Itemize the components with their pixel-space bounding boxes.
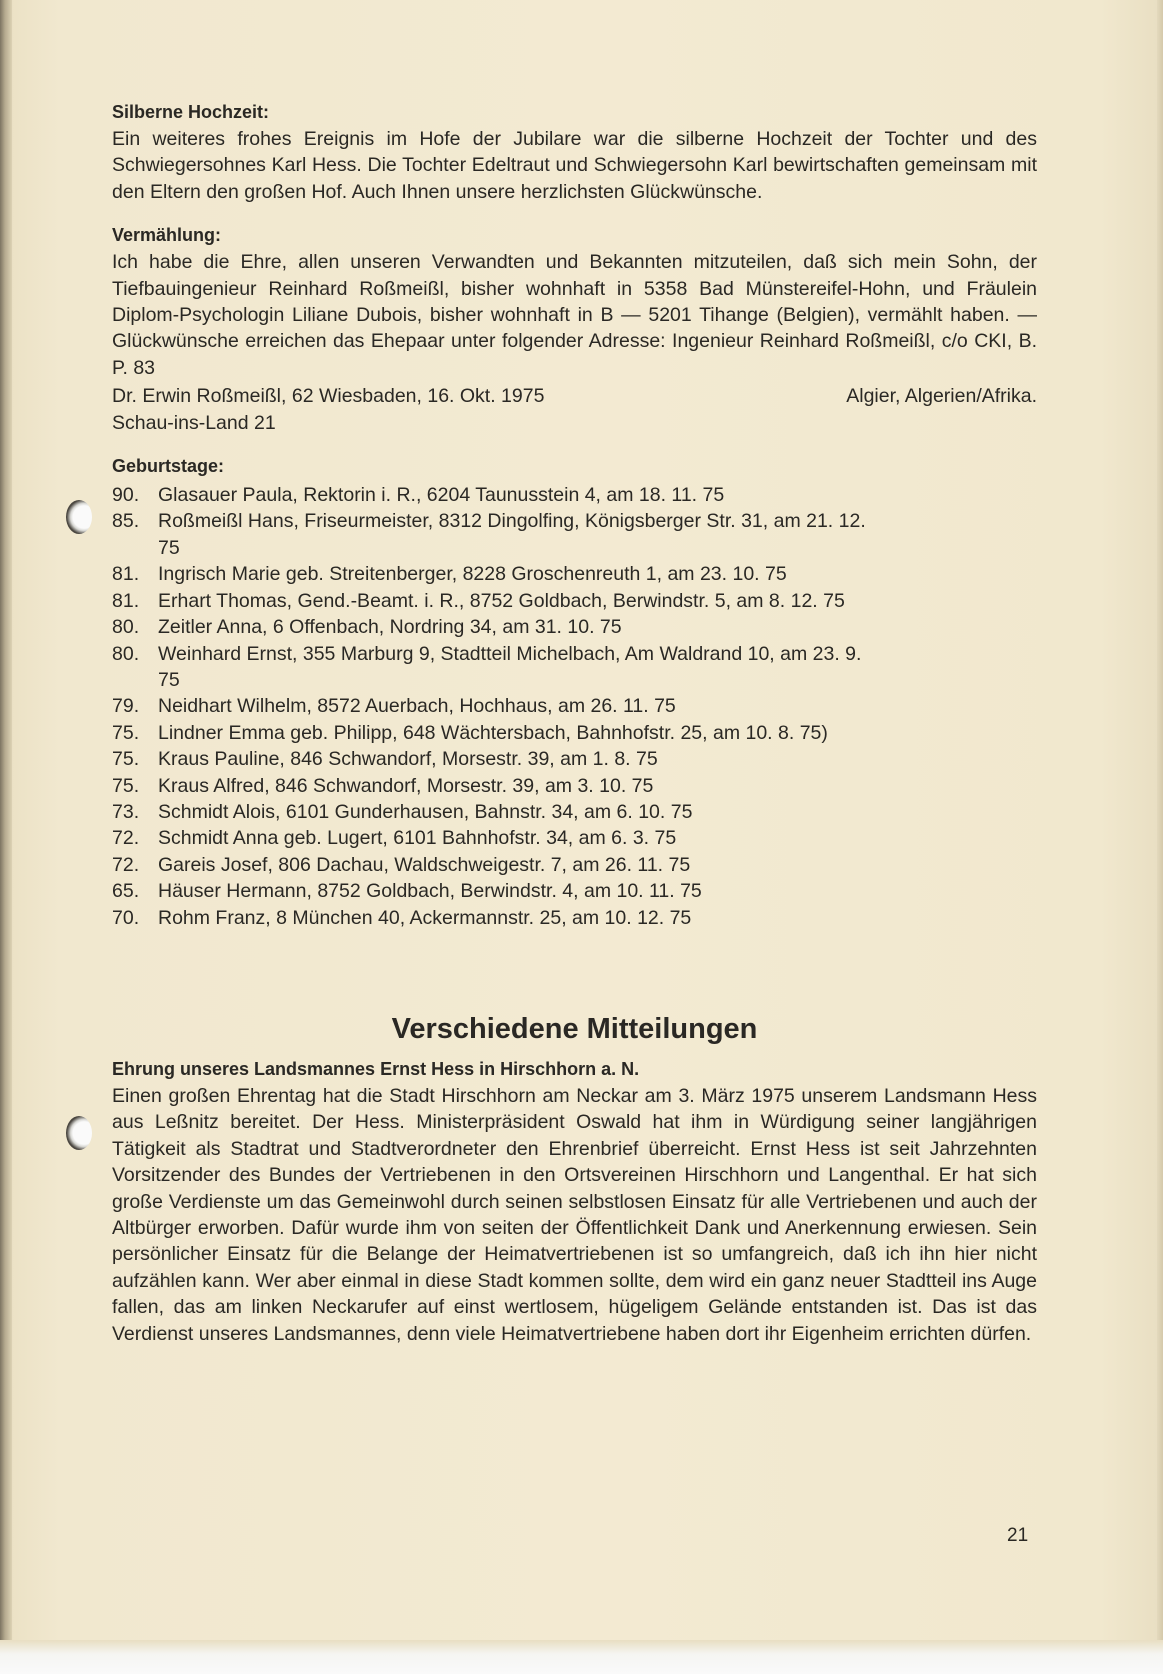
heading-vermaehlung: Vermählung:: [112, 225, 222, 246]
list-item: [112, 799, 1037, 825]
birthday-age: 81.: [112, 589, 140, 612]
list-item: [112, 614, 1037, 640]
section-silberne-hochzeit: [112, 100, 1037, 205]
paragraph-silberne-hochzeit: Ein weiteres frohes Ereignis im Hofe der Jubilare war die silberne Hochzeit der Tochter und des Schwiegersohnes Karl Hess. Die Tochter Edeltraut und Schwiegersohn Karl bewirtschaften gemeinsam mit den Eltern den großen Hof. Auch Ihnen unsere herzlichsten Glückwünsche.: [112, 128, 1037, 203]
paragraph-vermaehlung: Ich habe die Ehre, allen unseren Verwandten und Bekannten mitzuteilen, daß sich mein Sohn, der Tiefbauingenieur Reinhard Roßmeißl, bisher wohnhaft in 5358 Bad Münstereifel-Hohn, und Fräulein Diplom-Psychologin Liliane Dubois, bisher wohnhaft in B — 5201 Tihange (Belgien), vermählt haben. — Glückwünsche erreichen das Ehepaar unter folgender Adresse: Ingenieur Reinhard Roßmeißl, c/o CKI, B. P. 83: [112, 251, 1037, 379]
list-item: [112, 852, 1037, 878]
birthday-entry: Schmidt Alois, 6101 Gunderhausen, Bahnstr. 34, am 6. 10. 75: [158, 800, 693, 823]
signature-sender: Dr. Erwin Roßmeißl, 62 Wiesbaden, 16. Okt. 1975: [112, 385, 545, 408]
birthday-entry: Häuser Hermann, 8752 Goldbach, Berwindstr. 4, am 10. 11. 75: [158, 880, 702, 903]
birthday-age: 75.: [112, 721, 140, 744]
list-item: [112, 561, 1037, 587]
birthday-age: 65.: [112, 880, 140, 903]
page-right-edge: [1157, 0, 1163, 1674]
list-item: [112, 508, 1037, 561]
list-item: [112, 825, 1037, 851]
punch-hole-upper: [66, 500, 92, 534]
list-item: [112, 720, 1037, 746]
birthday-entry: Weinhard Ernst, 355 Marburg 9, Stadtteil Michelbach, Am Waldrand 10, am 23. 9. 75: [158, 642, 862, 691]
birthday-age: 85.: [112, 510, 140, 533]
birthday-age: 70.: [112, 906, 140, 929]
list-item: [112, 693, 1037, 719]
birthday-age: 73.: [112, 800, 140, 823]
binding-edge: [0, 0, 12, 1674]
signature-line: [112, 383, 1037, 409]
birthday-entry: Zeitler Anna, 6 Offenbach, Nordring 34, am 31. 10. 75: [158, 616, 622, 639]
birthday-age: 75.: [112, 774, 140, 797]
list-item: [112, 482, 1037, 508]
scan-bottom-margin: [0, 1640, 1163, 1674]
heading-silberne-hochzeit: Silberne Hochzeit:: [112, 102, 270, 122]
section-geburtstage: [112, 454, 1037, 931]
birthday-entry: Neidhart Wilhelm, 8572 Auerbach, Hochhaus, am 26. 11. 75: [158, 695, 676, 718]
section-vermaehlung: [112, 223, 1037, 436]
birthday-entry: Glasauer Paula, Rektorin i. R., 6204 Taunusstein 4, am 18. 11. 75: [158, 484, 725, 507]
birthday-age: 72.: [112, 827, 140, 850]
list-item: [112, 905, 1037, 931]
birthday-age: 81.: [112, 563, 140, 586]
punch-hole-lower: [66, 1116, 92, 1150]
birthday-entry: Schmidt Anna geb. Lugert, 6101 Bahnhofstr. 34, am 6. 3. 75: [158, 827, 677, 850]
signature-street: Schau-ins-Land 21: [112, 411, 276, 434]
list-item: [112, 773, 1037, 799]
section-title-mitteilungen: Verschiedene Mitteilungen: [391, 1012, 758, 1045]
birthday-entry: Gareis Josef, 806 Dachau, Waldschweigestr. 7, am 26. 11. 75: [158, 853, 691, 876]
birthday-list: [112, 482, 1037, 931]
signature-destination: Algier, Algerien/Afrika.: [846, 385, 1037, 408]
birthday-age: 80.: [112, 642, 140, 665]
birthday-age: 75.: [112, 748, 140, 771]
list-item: [112, 641, 1037, 694]
heading-geburtstage: Geburtstage:: [112, 456, 225, 477]
heading-ehrung: Ehrung unseres Landsmannes Ernst Hess in Hirschhorn a. N.: [112, 1058, 640, 1079]
page-content: [112, 100, 1037, 1365]
birthday-age: 79.: [112, 695, 140, 718]
birthday-entry: Rohm Franz, 8 München 40, Ackermannstr. 25, am 10. 12. 75: [158, 906, 692, 929]
section-mitteilungen: [112, 1011, 1037, 1347]
birthday-entry: Erhart Thomas, Gend.-Beamt. i. R., 8752 Goldbach, Berwindstr. 5, am 8. 12. 75: [158, 589, 845, 612]
birthday-age: 80.: [112, 616, 140, 639]
birthday-entry: Ingrisch Marie geb. Streitenberger, 8228 Groschenreuth 1, am 23. 10. 75: [158, 563, 787, 586]
birthday-entry: Lindner Emma geb. Philipp, 648 Wächtersbach, Bahnhofstr. 25, am 10. 8. 75): [158, 721, 828, 744]
birthday-entry: Kraus Pauline, 846 Schwandorf, Morsestr. 39, am 1. 8. 75: [158, 748, 658, 771]
birthday-entry: Roßmeißl Hans, Friseurmeister, 8312 Dingolfing, Königsberger Str. 31, am 21. 12. 75: [158, 510, 866, 559]
spacer: [112, 949, 1037, 1011]
birthday-age: 90.: [112, 484, 140, 507]
list-item: [112, 878, 1037, 904]
list-item: [112, 588, 1037, 614]
page-number: 21: [1007, 1525, 1029, 1546]
spacer: [112, 1047, 1037, 1057]
birthday-age: 72.: [112, 853, 140, 876]
birthday-entry: Kraus Alfred, 846 Schwandorf, Morsestr. 39, am 3. 10. 75: [158, 774, 654, 797]
list-item: [112, 746, 1037, 772]
paragraph-ehrung: Einen großen Ehrentag hat die Stadt Hirschhorn am Neckar am 3. März 1975 unserem Landsmann Hess aus Leßnitz bereitet. Der Hess. Ministerpräsident Oswald hat ihm in Würdigung seiner langjährigen Tätigkeit als Stadtrat und Stadtverordneter den Ehrenbrief überreicht. Ernst Hess ist seit Jahrzehnten Vorsitzender des Bundes der Vertriebenen in den Ortsvereinen Hirschhorn und Langenthal. Er hat sich große Verdienste um das Gemeinwohl durch seinen selbstlosen Einsatz für alle Vertriebenen und auch der Altbürger erworben. Dafür wurde ihm von seiten der Öffentlichkeit Dank und Anerkennung erwiesen. Sein persönlicher Einsatz für die Belange der Heimatvertriebenen ist so umfangreich, daß ich ihn hier nicht aufzählen kann. Wer aber einmal in diese Stadt kommen sollte, dem wird ein ganz neuer Stadtteil ins Auge fallen, das am linken Neckarufer auf einst wertlosem, hügeligem Gelände entstanden ist. Das ist das Verdienst unseres Landsmannes, denn viele Heimatvertriebene haben dort ihr Eigenheim errichten dürfen.: [112, 1084, 1037, 1345]
